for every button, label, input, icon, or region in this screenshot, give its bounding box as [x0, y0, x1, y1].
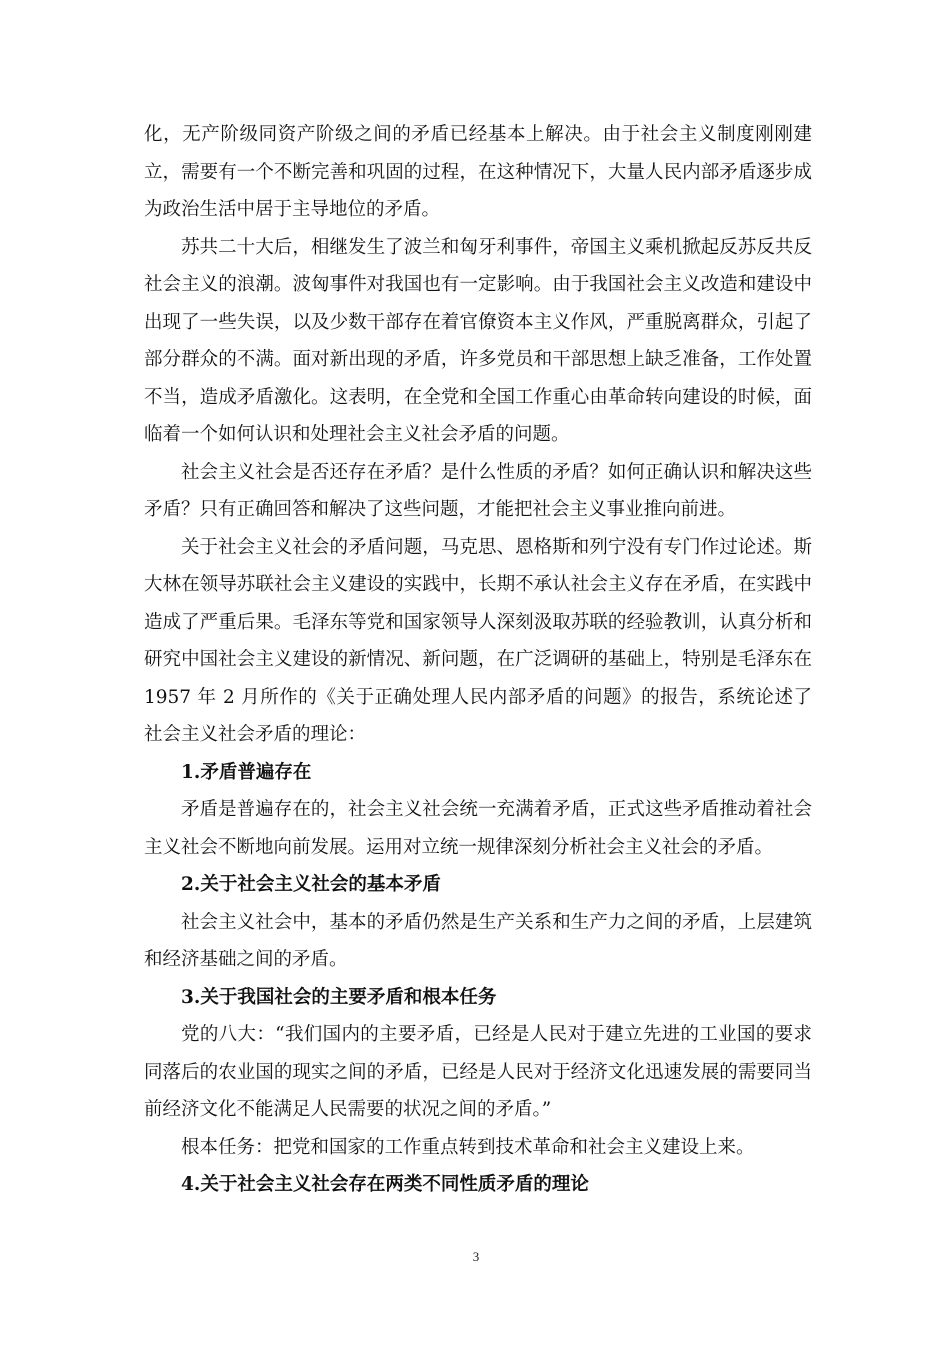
section-heading-1: 1.矛盾普遍存在 — [181, 761, 312, 783]
section-heading-3: 3.关于我国社会的主要矛盾和根本任务 — [181, 986, 497, 1008]
paragraph-poland-hungary: 苏共二十大后，相继发生了波兰和匈牙利事件，帝国主义乘机掀起反苏反共反社会主义的浪潮。波匈事件对我国也有一定影响。由于我国社会主义改造和建设中出现了一些失误，以及少数干部存在着官僚资本主义作风，严重脱离群众，引起了部分群众的不满。面对新出现的矛盾，许多党员和干部思想上缺乏准备，工作处置不当，造成矛盾激化。这表明，在全党和全国工作重心由革命转向建设的时候，面临着一个如何认识和处理社会主义社会矛盾的问题。 — [144, 236, 812, 445]
section-heading-2: 2.关于社会主义社会的基本矛盾 — [181, 874, 441, 895]
paragraph-universal-contradiction: 矛盾是普遍存在的，社会主义社会统一充满着矛盾，正式这些矛盾推动着社会主义社会不断地向前发展。运用对立统一规律深刻分析社会主义社会的矛盾。 — [144, 799, 812, 858]
paragraph-eighth-congress: 党的八大：“我们国内的主要矛盾，已经是人民对于建立先进的工业国的要求同落后的农业国的现实之间的矛盾，已经是人民对于经济文化迅速发展的需要同当前经济文化不能满足人民需要的状况之间的矛盾。” — [144, 1024, 812, 1120]
paragraph-continuation: 化，无产阶级同资产阶级之间的矛盾已经基本上解决。由于社会主义制度刚刚建立，需要有一个不断完善和巩固的过程，在这种情况下，大量人民内部矛盾逐步成为政治生活中居于主导地位的矛盾。 — [144, 124, 812, 220]
paragraph-basic-contradiction: 社会主义社会中，基本的矛盾仍然是生产关系和生产力之间的矛盾，上层建筑和经济基础之间的矛盾。 — [144, 911, 812, 970]
page-number: 3 — [472, 1249, 480, 1264]
paragraph-theory-origin: 关于社会主义社会的矛盾问题，马克思、恩格斯和列宁没有专门作过论述。斯大林在领导苏联社会主义建设的实践中，长期不承认社会主义存在矛盾，在实践中造成了严重后果。毛泽东等党和国家领导人深刻汲取苏联的经验教训，认真分析和研究中国社会主义建设的新情况、新问题，在广泛调研的基础上，特别是毛泽东在 1957 年 2 月所作的《关于正确处理人民内部矛盾的问题》的报告，系统论述了社会主义社会矛盾的理论： — [144, 536, 812, 745]
section-heading-4: 4.关于社会主义社会存在两类不同性质矛盾的理论 — [181, 1174, 589, 1195]
document-body — [144, 116, 812, 1204]
paragraph-questions: 社会主义社会是否还存在矛盾？是什么性质的矛盾？如何正确认识和解决这些矛盾？只有正确回答和解决了这些问题，才能把社会主义事业推向前进。 — [144, 461, 812, 520]
paragraph-fundamental-task: 根本任务：把党和国家的工作重点转到技术革命和社会主义建设上来。 — [181, 1136, 755, 1158]
